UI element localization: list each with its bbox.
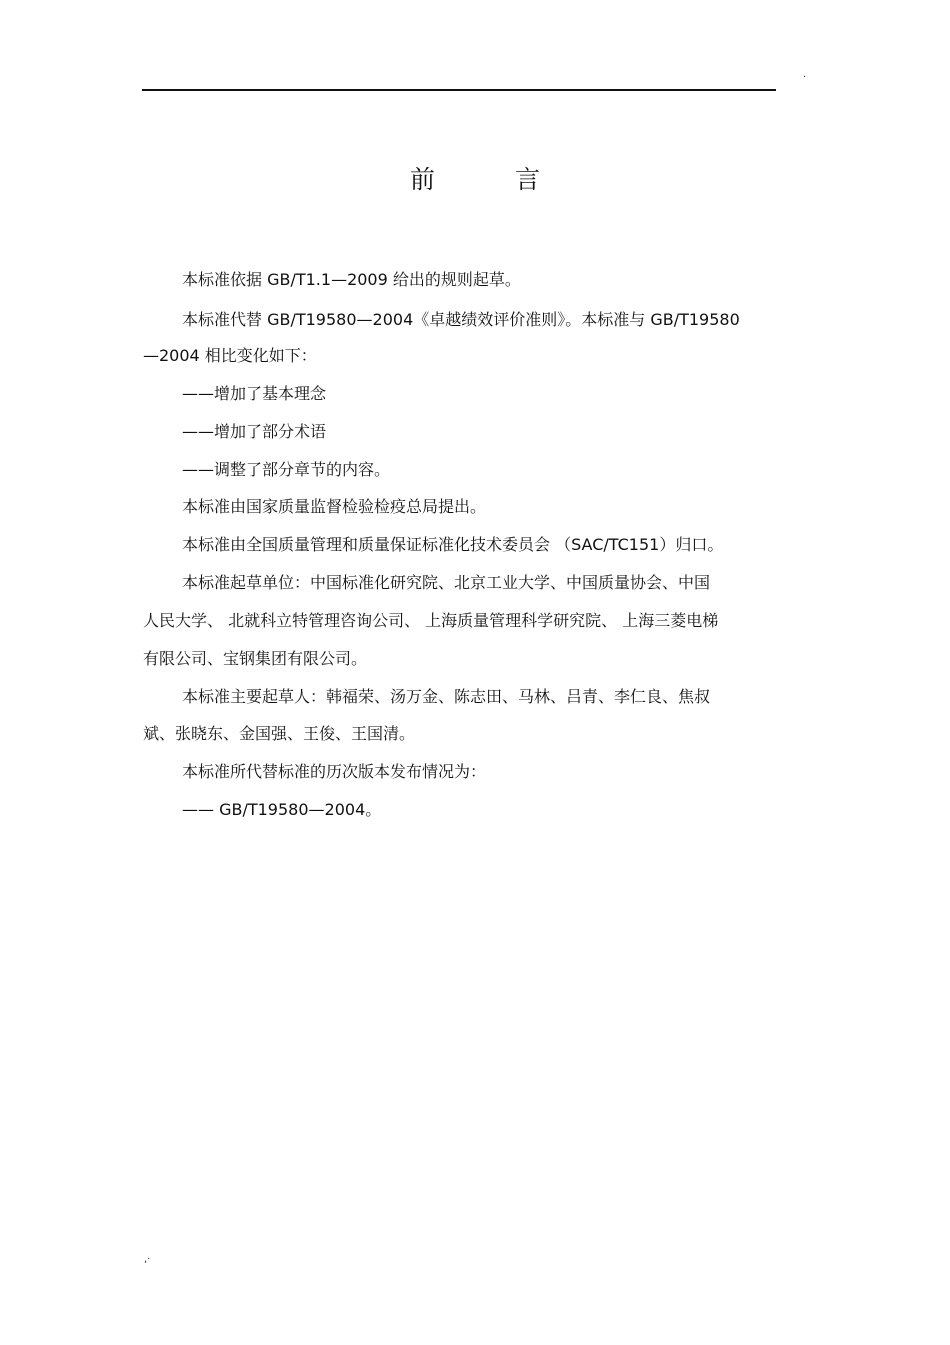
header-rule <box>142 89 776 91</box>
paragraph-drafters-line-1: 本标准主要起草人：韩福荣、汤万金、陈志田、马林、吕青、李仁良、焦叔 <box>182 687 711 706</box>
change-item-chapters: ——调整了部分章节的内容。 <box>182 460 391 479</box>
paragraph-drafting-units-line-3: 有限公司、宝钢集团有限公司。 <box>143 649 368 668</box>
page-title: 前 言 <box>410 165 576 194</box>
paragraph-replaces-line-1: 本标准代替 GB/T19580—2004《卓越绩效评价准则》。本标准与 GB/T19580 <box>182 310 740 329</box>
paragraph-drafting-rules: 本标准依据 GB/T1.1—2009 给出的规则起草。 <box>182 270 521 289</box>
change-item-basic-concepts: ——增加了基本理念 <box>182 384 327 403</box>
paragraph-administered-by: 本标准由全国质量管理和质量保证标准化技术委员会 （SAC/TC151）归口。 <box>182 535 724 554</box>
paragraph-drafting-units-line-1: 本标准起草单位：中国标准化研究院、北京工业大学、中国质量协会、中国 <box>182 573 711 592</box>
footer-mark: ,· <box>144 1254 151 1265</box>
paragraph-drafters-line-2: 斌、张晓东、金国强、王俊、王国清。 <box>143 724 416 743</box>
paragraph-previous-editions: 本标准所代替标准的历次版本发布情况为： <box>182 762 487 781</box>
paragraph-proposed-by: 本标准由国家质量监督检验检疫总局提出。 <box>182 497 487 516</box>
corner-mark: · <box>803 72 807 83</box>
paragraph-replaces-line-2: —2004 相比变化如下： <box>143 346 317 365</box>
previous-edition-item: —— GB/T19580—2004。 <box>182 800 382 819</box>
change-item-terms: ——增加了部分术语 <box>182 422 327 441</box>
paragraph-drafting-units-line-2: 人民大学、 北就科立特管理咨询公司、 上海质量管理科学研究院、 上海三菱电梯 <box>143 611 719 630</box>
